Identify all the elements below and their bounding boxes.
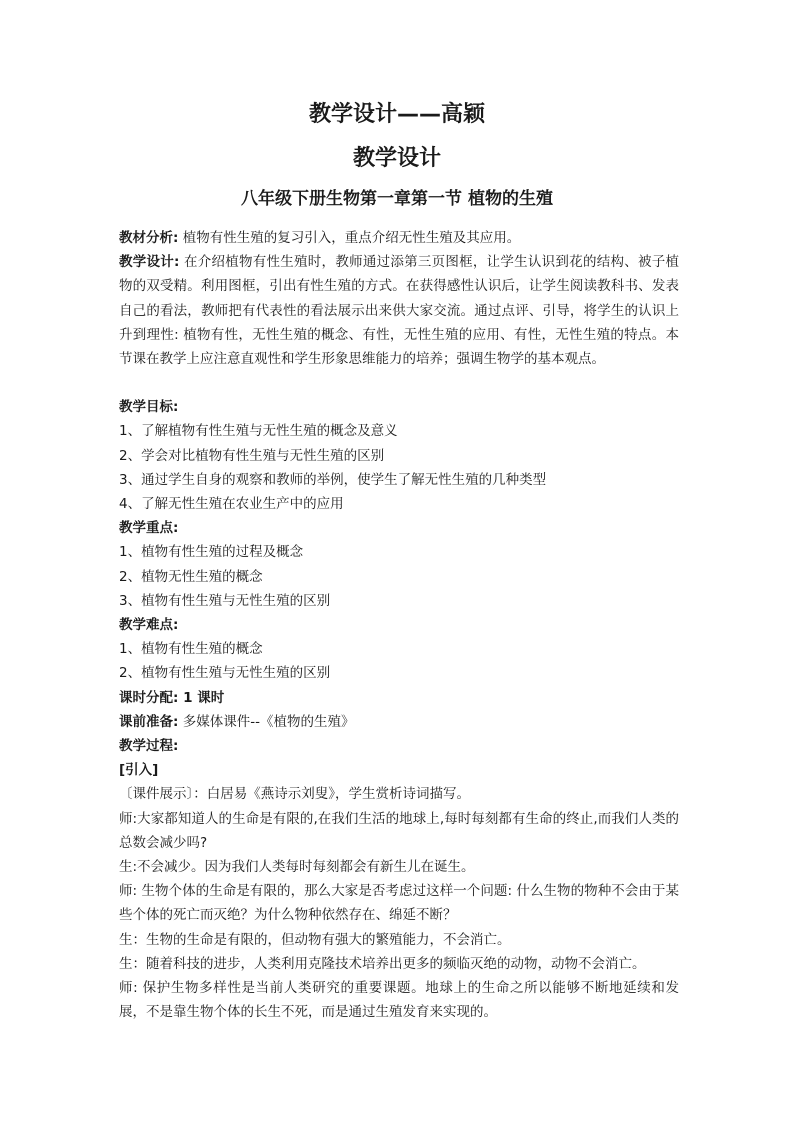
analysis-paragraph bbox=[119, 226, 679, 250]
analysis-label: 教材分析: bbox=[119, 230, 179, 246]
objective-item: 2、学会对比植物有性生殖与无性生殖的区别 bbox=[119, 447, 385, 464]
dialogue-line: 师:大家都知道人的生命是有限的,在我们生活的地球上,每时每刻都有生命的终止,而我们人类的总数会减少吗? bbox=[119, 810, 679, 851]
design-label: 教学设计: bbox=[119, 254, 180, 271]
intro-heading: [引入] bbox=[119, 762, 159, 779]
process-heading: 教学过程: bbox=[119, 738, 179, 755]
objectives-heading: 教学目标: bbox=[119, 399, 179, 416]
prep-value: 多媒体课件--《植物的生殖》 bbox=[178, 713, 355, 730]
key-point-item: 3、植物有性生殖与无性生殖的区别 bbox=[119, 592, 331, 609]
difficulty-item: 2、植物有性生殖与无性生殖的区别 bbox=[119, 665, 331, 682]
difficulty-item: 1、植物有性生殖的概念 bbox=[119, 641, 263, 658]
key-point-item: 1、植物有性生殖的过程及概念 bbox=[119, 544, 304, 561]
key-point-item: 2、植物无性生殖的概念 bbox=[119, 568, 263, 585]
blank-line bbox=[119, 371, 679, 395]
lesson-subtitle: 八年级下册生物第一章第一节 植物的生殖 bbox=[241, 189, 553, 209]
objective-item: 3、通过学生自身的观察和教师的举例，使学生了解无性生殖的几种类型 bbox=[119, 471, 547, 488]
hours-line bbox=[119, 686, 679, 710]
prep-label: 课前准备: bbox=[119, 713, 179, 730]
difficulties-heading: 教学难点: bbox=[119, 617, 179, 634]
dialogue-line: 师: 保护生物多样性是当前人类研究的重要课题。地球上的生命之所以能够不断地延续和发展，不是靠生物个体的长生不死，而是通过生殖发育来实现的。 bbox=[119, 980, 679, 1021]
dialogue-line: 〔课件展示〕：白居易《燕诗示刘叟》，学生赏析诗词描写。 bbox=[119, 786, 470, 803]
dialogue-line: 师: 生物个体的生命是有限的，那么大家是否考虑过这样一个问题: 什么生物的物种不会由于某些个体的死亡而灭绝？为什么物种依然存在、绵延不断？ bbox=[119, 883, 679, 924]
dialogue-line: 生：生物的生命是有限的，但动物有强大的繁殖能力，不会消亡。 bbox=[119, 931, 511, 948]
dialogue-line: 生:不会减少。因为我们人类每时每刻都会有新生儿在诞生。 bbox=[119, 859, 475, 876]
hours-value: 1 课时 bbox=[178, 689, 225, 706]
document-body bbox=[119, 226, 679, 1025]
prep-line bbox=[119, 710, 679, 734]
document-title: 教学设计——高颖 bbox=[308, 102, 485, 127]
objective-item: 4、了解无性生殖在农业生产中的应用 bbox=[119, 496, 344, 513]
hours-label: 课时分配: bbox=[119, 689, 179, 706]
dialogue-line: 生：随着科技的进步，人类利用克隆技术培养出更多的频临灭绝的动物，动物不会消亡。 bbox=[119, 955, 646, 972]
key-points-heading: 教学重点: bbox=[119, 520, 179, 537]
design-text: 在介绍植物有性生殖时，教师通过添第三页图框，让学生认识到花的结构、被子植物的双受精。利用图框，引出有性生殖的方式。在获得感性认识后，让学生阅读教科书、发表自己的看法，教师把有代表性的看法展示出来供大家交流。通过点评、引导，将学生的认识上升到理性: 植物有性，无性生殖的概念、有性，无性生殖的应用、有性，无性生殖的特点。本节课在教学上应注意直观性和学生形象思维能力的培养；强调生物学的基本观点。 bbox=[119, 254, 679, 368]
document-title-line2: 教学设计 bbox=[352, 146, 441, 171]
objective-item: 1、了解植物有性生殖与无性生殖的概念及意义 bbox=[119, 423, 398, 440]
analysis-text: 植物有性生殖的复习引入，重点介绍无性生殖及其应用。 bbox=[178, 230, 521, 246]
design-paragraph bbox=[119, 250, 679, 371]
